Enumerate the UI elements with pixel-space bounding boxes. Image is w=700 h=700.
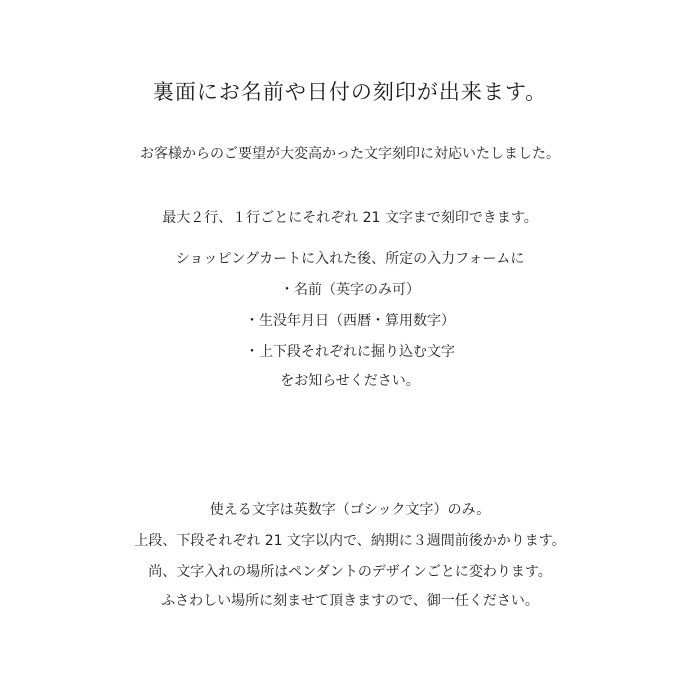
form-instructions-closing: をお知らせください。 xyxy=(280,373,420,389)
note-leave-to-us: ふさわしい場所に刻ませて頂きますので、御一任ください。 xyxy=(161,593,539,609)
page-title: 裏面にお名前や日付の刻印が出来ます。 xyxy=(152,80,548,104)
form-item-dates: ・生没年月日（西暦・算用数字） xyxy=(245,313,455,329)
form-item-name: ・名前（英字のみ可） xyxy=(280,282,420,298)
intro-text: お客様からのご要望が大変高かった文字刻印に対応いたしました。 xyxy=(140,146,560,162)
form-item-engraving-text: ・上下段それぞれに掘り込む文字 xyxy=(245,344,455,360)
note-allowed-characters: 使える文字は英数字（ゴシック文字）のみ。 xyxy=(209,502,491,518)
engraving-limit-text: 最大２行、１行ごとにそれぞれ 21 文字まで刻印できます。 xyxy=(162,210,538,226)
note-delivery-time: 上段、下段それぞれ 21 文字以内で、納期に３週間前後かかります。 xyxy=(134,533,566,549)
form-instructions-lead: ショッピングカートに入れた後、所定の入力フォームに xyxy=(175,251,525,267)
note-engraving-location: 尚、文字入れの場所はペンダントのデザインごとに変わります。 xyxy=(148,564,552,580)
